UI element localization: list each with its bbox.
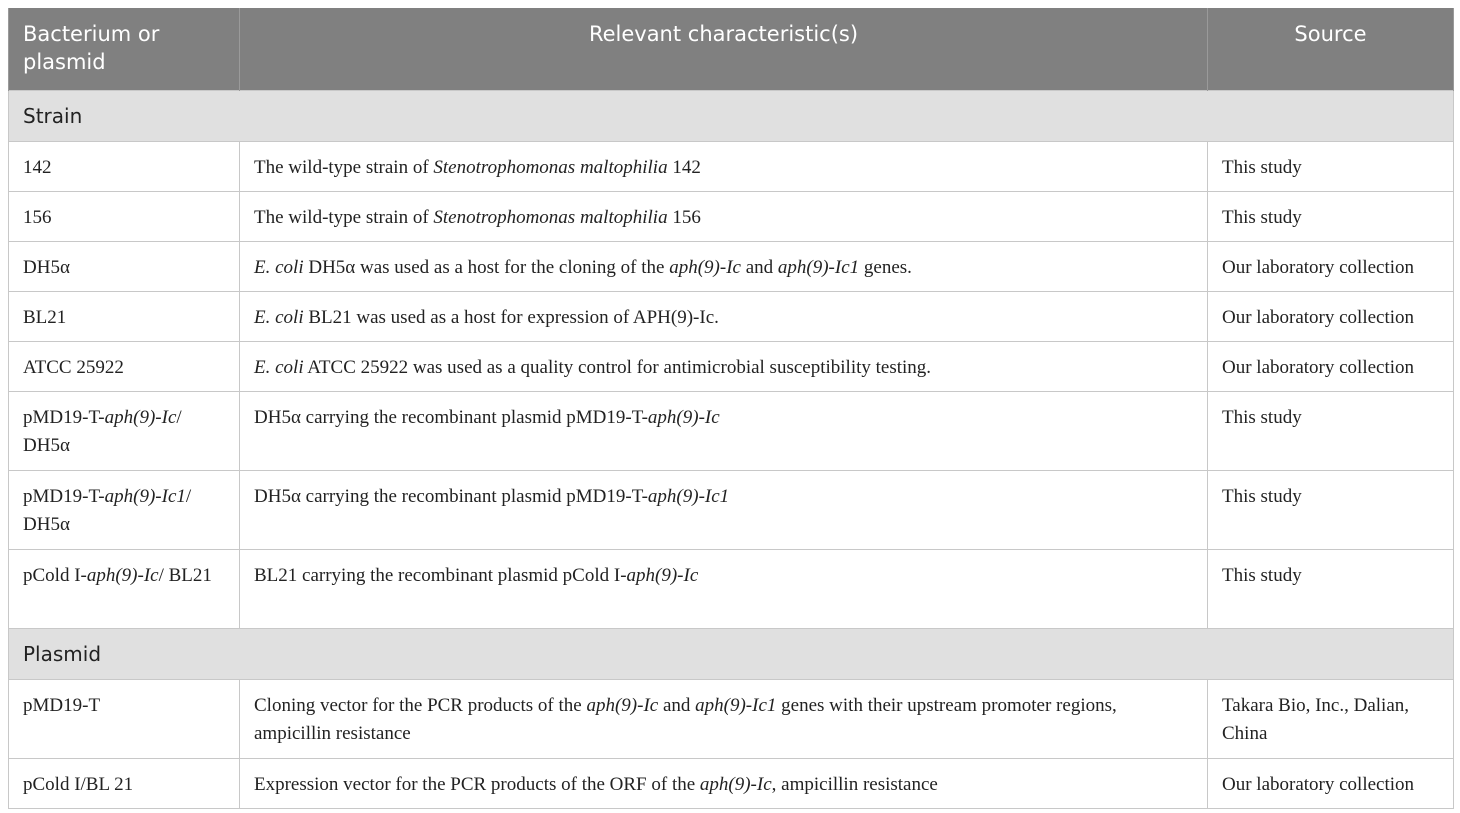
- text-segment: pCold I/BL 21: [23, 773, 134, 795]
- table-row: [9, 470, 1454, 549]
- italic-text: aph(9)-Ic1: [104, 485, 186, 507]
- text-segment: ATCC 25922 was used as a quality control for antimicrobial susceptibility testing.: [303, 356, 932, 378]
- cell-characteristic: [240, 241, 1208, 291]
- text-segment: DH5α: [23, 256, 70, 278]
- italic-text: E. coli: [254, 306, 304, 328]
- text-segment: BL21 carrying the recombinant plasmid pCold I-: [254, 564, 627, 586]
- italic-text: aph(9)-Ic: [669, 256, 741, 278]
- section-title: Strain: [9, 90, 1454, 141]
- text-segment: pMD19-T-: [23, 485, 105, 507]
- cell-name: [9, 241, 240, 291]
- text-segment: DH5α was used as a host for the cloning of the: [303, 256, 670, 278]
- italic-text: aph(9)-Ic1: [777, 256, 860, 278]
- table-row: [9, 758, 1454, 808]
- cell-name: [9, 341, 240, 391]
- table-row: [9, 679, 1454, 758]
- text-segment: genes.: [859, 256, 912, 278]
- italic-text: aph(9)-Ic: [626, 564, 699, 586]
- cell-name: [9, 191, 240, 241]
- table-row: [9, 341, 1454, 391]
- text-segment: / DH5α: [23, 406, 182, 456]
- text-segment: BL21 was used as a host for expression of APH(9)-Ic.: [303, 306, 719, 328]
- cell-source: This study: [1208, 141, 1454, 191]
- italic-text: aph(9)-Ic: [699, 773, 772, 795]
- cell-name: [9, 391, 240, 470]
- cell-characteristic: [240, 679, 1208, 758]
- italic-text: aph(9)-Ic: [586, 694, 659, 716]
- cell-source: This study: [1208, 391, 1454, 470]
- italic-text: Stenotrophomonas maltophilia: [433, 156, 668, 178]
- section-row-plasmid: [9, 628, 1454, 679]
- table-body: [9, 90, 1454, 808]
- text-segment: and: [740, 256, 778, 278]
- cell-characteristic: [240, 341, 1208, 391]
- text-segment: The wild-type strain of: [254, 156, 434, 178]
- text-segment: DH5α carrying the recombinant plasmid pMD19-T-: [254, 485, 648, 507]
- cell-name: [9, 679, 240, 758]
- cell-name: [9, 141, 240, 191]
- text-segment: 142: [667, 156, 701, 178]
- header-source: Source: [1208, 8, 1454, 90]
- italic-text: aph(9)-Ic: [647, 406, 720, 428]
- cell-name: [9, 549, 240, 628]
- cell-source: Our laboratory collection: [1208, 291, 1454, 341]
- table-row: [9, 191, 1454, 241]
- cell-characteristic: [240, 391, 1208, 470]
- cell-source: Our laboratory collection: [1208, 241, 1454, 291]
- cell-source: Takara Bio, Inc., Dalian, China: [1208, 679, 1454, 758]
- italic-text: aph(9)-Ic: [104, 406, 177, 428]
- italic-text: E. coli: [254, 356, 304, 378]
- text-segment: / BL21: [158, 564, 212, 586]
- cell-name: [9, 470, 240, 549]
- text-segment: and: [658, 694, 696, 716]
- table-row: [9, 141, 1454, 191]
- text-segment: pCold I-: [23, 564, 87, 586]
- cell-source: Our laboratory collection: [1208, 341, 1454, 391]
- table-row: [9, 291, 1454, 341]
- cell-source: This study: [1208, 549, 1454, 628]
- cell-source: This study: [1208, 470, 1454, 549]
- cell-characteristic: [240, 549, 1208, 628]
- cell-source: Our laboratory collection: [1208, 758, 1454, 808]
- table-row: [9, 549, 1454, 628]
- cell-source: This study: [1208, 191, 1454, 241]
- table-header-row: [9, 8, 1454, 90]
- cell-name: [9, 758, 240, 808]
- italic-text: aph(9)-Ic1: [647, 485, 730, 507]
- bacteria-plasmid-table: [8, 8, 1454, 809]
- text-segment: 156: [667, 206, 701, 228]
- text-segment: pMD19-T-: [23, 406, 105, 428]
- table-row: [9, 241, 1454, 291]
- cell-characteristic: [240, 191, 1208, 241]
- cell-characteristic: [240, 141, 1208, 191]
- text-segment: ATCC 25922: [23, 356, 124, 378]
- section-row-strain: [9, 90, 1454, 141]
- italic-text: aph(9)-Ic1: [695, 694, 777, 716]
- italic-text: Stenotrophomonas maltophilia: [433, 206, 668, 228]
- cell-name: [9, 291, 240, 341]
- text-segment: DH5α carrying the recombinant plasmid pMD19-T-: [254, 406, 648, 428]
- cell-characteristic: [240, 291, 1208, 341]
- text-segment: 156: [23, 206, 52, 228]
- cell-characteristic: [240, 758, 1208, 808]
- table-row: [9, 391, 1454, 470]
- text-segment: genes with their upstream promoter regions, ampicillin resistance: [254, 694, 1117, 744]
- text-segment: pMD19-T: [23, 694, 101, 716]
- text-segment: BL21: [23, 306, 67, 328]
- text-segment: The wild-type strain of: [254, 206, 434, 228]
- cell-characteristic: [240, 470, 1208, 549]
- text-segment: , ampicillin resistance: [771, 773, 938, 795]
- italic-text: aph(9)-Ic: [86, 564, 159, 586]
- header-bacterium-or-plasmid: Bacterium or plasmid: [9, 8, 240, 90]
- text-segment: 142: [23, 156, 52, 178]
- text-segment: Cloning vector for the PCR products of the: [254, 694, 587, 716]
- italic-text: E. coli: [254, 256, 304, 278]
- text-segment: / DH5α: [23, 485, 192, 535]
- text-segment: Expression vector for the PCR products of the ORF of the: [254, 773, 700, 795]
- section-title: Plasmid: [9, 628, 1454, 679]
- header-relevant-characteristics: Relevant characteristic(s): [240, 8, 1208, 90]
